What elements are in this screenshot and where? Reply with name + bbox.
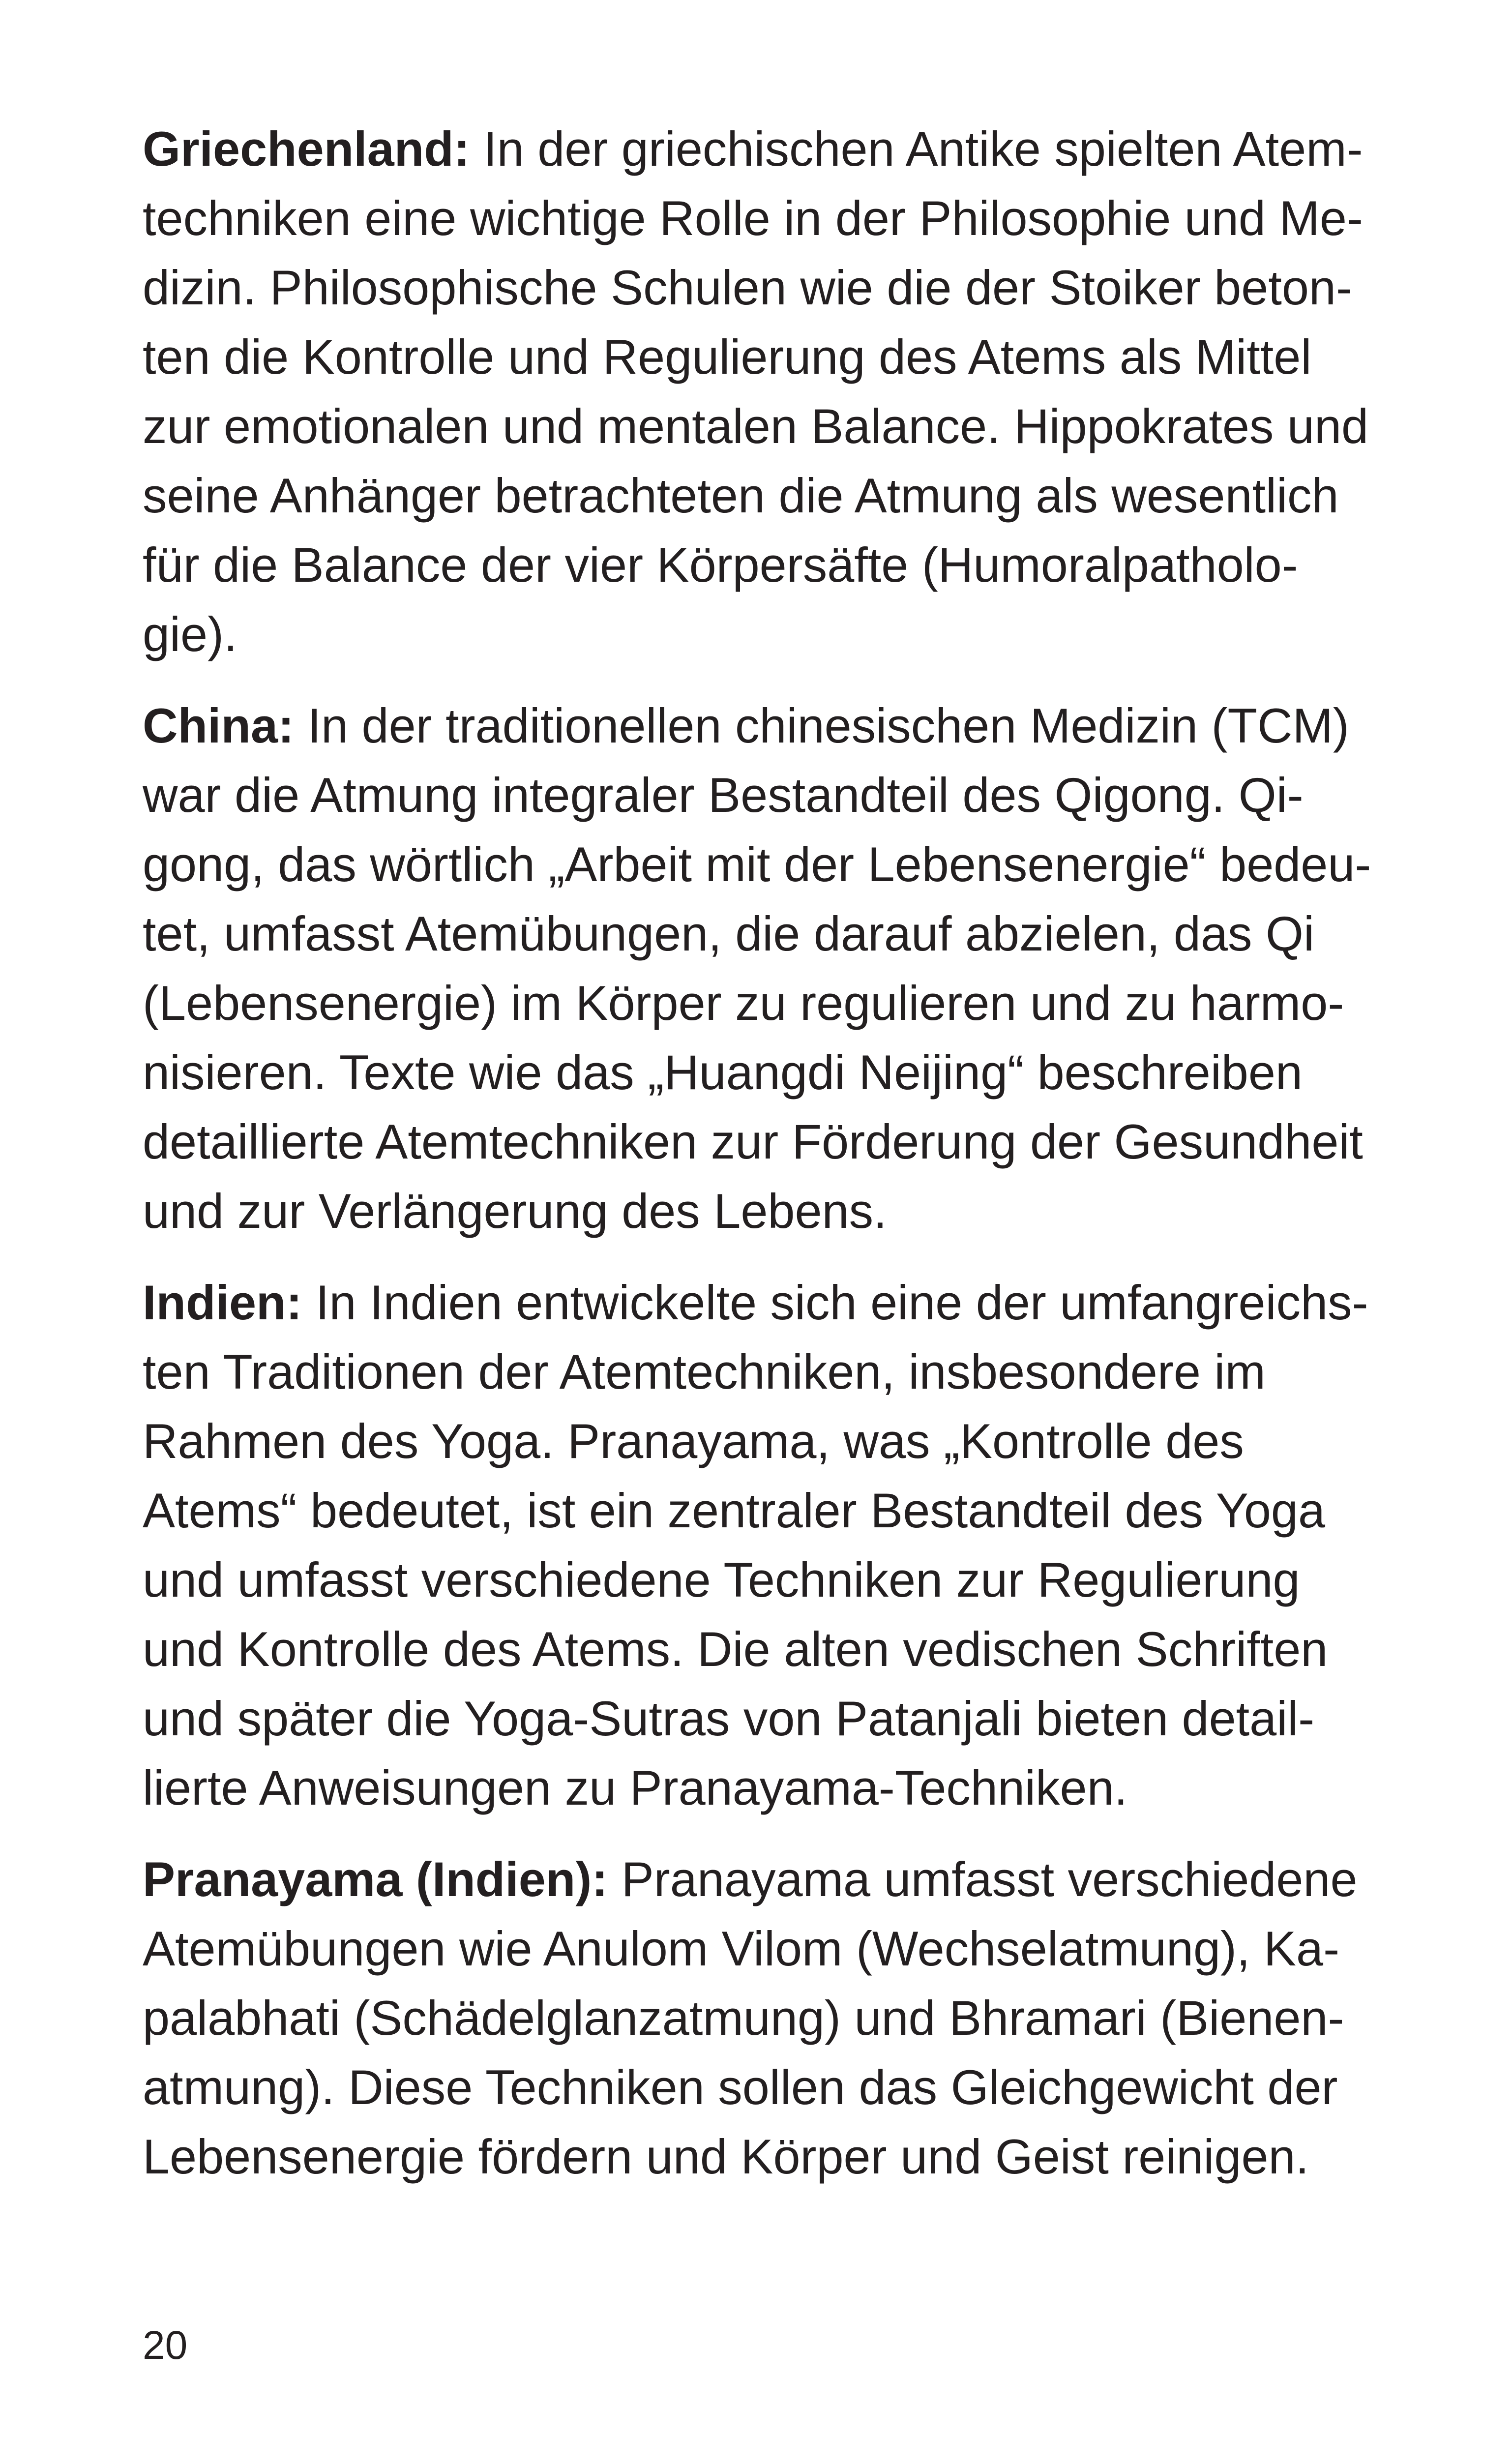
- text-line: war die Atmung integraler Bestandteil des Qigong. Qi-: [143, 768, 1304, 822]
- text-line: China: In der traditionellen chinesischen Medizin (TCM): [143, 698, 1349, 753]
- text-line: nisieren. Texte wie das „Huangdi Neijing“ beschreiben: [143, 1045, 1303, 1100]
- text-line: lierte Anweisungen zu Pranayama-Techniken.: [143, 1760, 1128, 1815]
- text-line: tet, umfasst Atemübungen, die darauf abzielen, das Qi: [143, 906, 1314, 961]
- page-number: 20: [143, 2323, 188, 2368]
- text-line: (Lebensenergie) im Körper zu regulieren und zu harmo-: [143, 976, 1344, 1030]
- text-line: gong, das wörtlich „Arbeit mit der Lebensenergie“ bedeu-: [143, 837, 1371, 892]
- text-line: gie).: [143, 607, 237, 661]
- text-line: palabhati (Schädelglanzatmung) und Bhramari (Bienen-: [143, 1991, 1344, 2045]
- text-line: techniken eine wichtige Rolle in der Philosophie und Me-: [143, 191, 1363, 245]
- text-line: Pranayama (Indien): Pranayama umfasst verschiedene: [143, 1852, 1358, 1906]
- text-line: atmung). Diese Techniken sollen das Gleichgewicht der: [143, 2060, 1338, 2114]
- text-line: und Kontrolle des Atems. Die alten vedischen Schriften: [143, 1622, 1328, 1676]
- paragraph-heading: China:: [143, 698, 294, 753]
- text-line: ten Traditionen der Atemtechniken, insbesondere im: [143, 1344, 1266, 1399]
- text-line: und umfasst verschiedene Techniken zur Regulierung: [143, 1552, 1300, 1607]
- paragraph-heading: Pranayama (Indien):: [143, 1852, 608, 1906]
- text-line: dizin. Philosophische Schulen wie die der Stoiker beton-: [143, 260, 1352, 315]
- text-line: für die Balance der vier Körpersäfte (Humoralpatholo-: [143, 537, 1298, 592]
- text-line: Griechenland: In der griechischen Antike spielten Atem-: [143, 121, 1363, 176]
- text-line: zur emotionalen und mentalen Balance. Hippokrates und: [143, 399, 1369, 453]
- paragraph-heading: Indien:: [143, 1275, 302, 1330]
- text-line: seine Anhänger betrachteten die Atmung als wesentlich: [143, 468, 1339, 523]
- paragraph-china: [143, 691, 1401, 1246]
- text-line: ten die Kontrolle und Regulierung des Atems als Mittel: [143, 329, 1312, 384]
- body-text: [143, 114, 1401, 2213]
- paragraph-pranayama: [143, 1844, 1401, 2191]
- paragraph-heading: Griechenland:: [143, 121, 470, 176]
- paragraph-indien: [143, 1268, 1401, 1822]
- text-line: Rahmen des Yoga. Pranayama, was „Kontrolle des: [143, 1414, 1244, 1468]
- text-line: Lebensenergie fördern und Körper und Geist reinigen.: [143, 2129, 1309, 2184]
- text-line: detaillierte Atemtechniken zur Förderung der Gesundheit: [143, 1114, 1363, 1169]
- paragraph-griechenland: [143, 114, 1401, 669]
- text-line: und zur Verlängerung des Lebens.: [143, 1184, 887, 1238]
- text-line: Indien: In Indien entwickelte sich eine der umfangreichs-: [143, 1275, 1368, 1330]
- text-line: Atems“ bedeutet, ist ein zentraler Bestandteil des Yoga: [143, 1483, 1326, 1538]
- text-line: und später die Yoga-Sutras von Patanjali bieten detail-: [143, 1691, 1315, 1746]
- text-line: Atemübungen wie Anulom Vilom (Wechselatmung), Ka-: [143, 1921, 1340, 1976]
